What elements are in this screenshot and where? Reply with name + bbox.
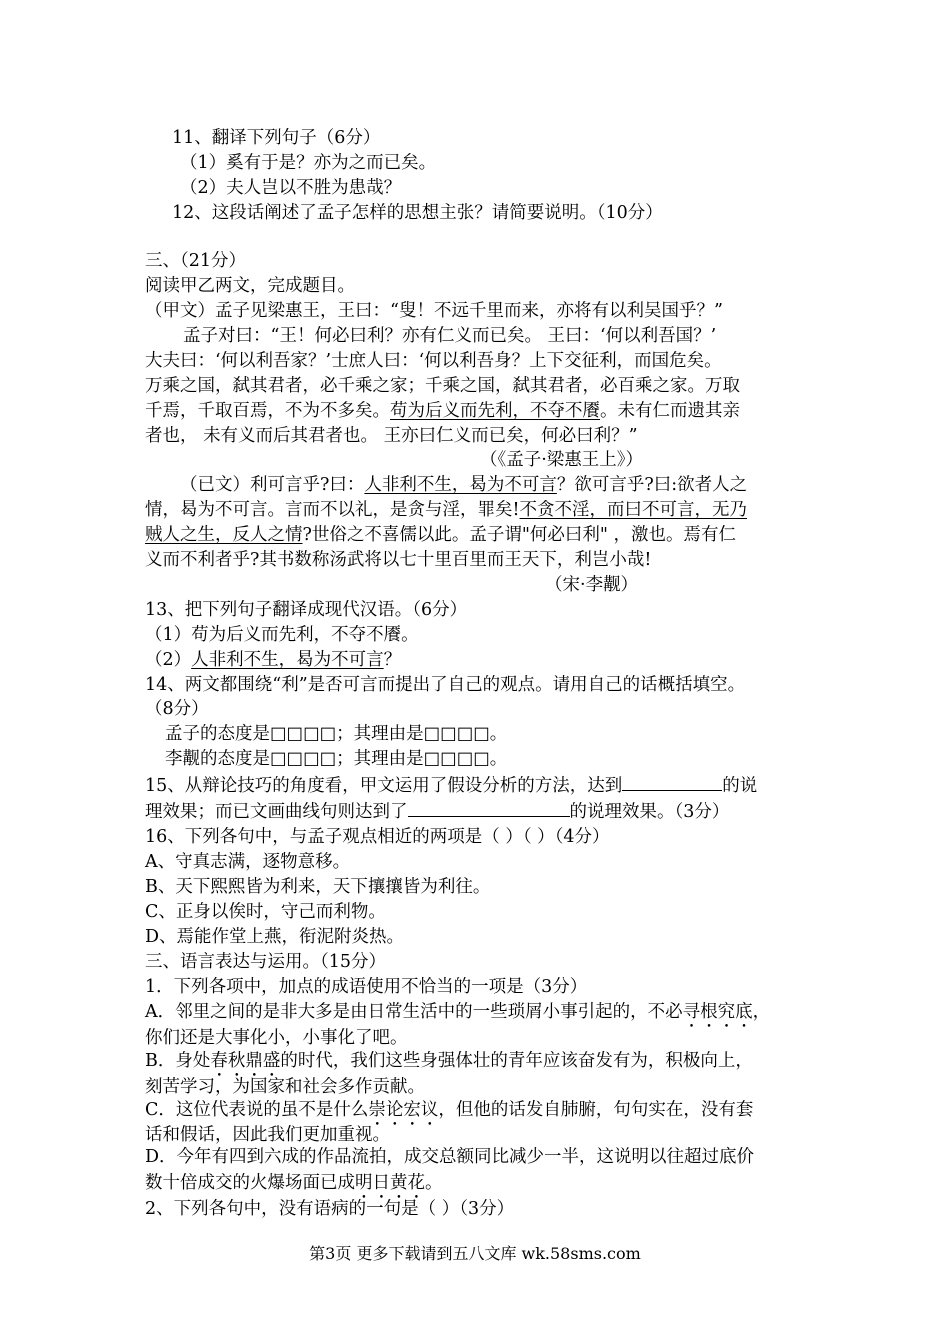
jia-line-1: （甲文）孟子见梁惠王，王曰：“叟！不远千里而来，亦将有以利吴国乎？” [145, 301, 723, 321]
yi-line-4: 义而不利者乎?其书数称汤武将以七十里百里而王天下，利岂小哉! [145, 550, 652, 570]
yi-line-2-start: 情，曷为不可言。言而不以礼，是贪与淫，罪矣! [145, 500, 520, 520]
q14-score: （8分） [145, 699, 209, 719]
lang-q1-c-line-2: 话和假话，因此我们更加重视。 [145, 1125, 390, 1145]
b-dotted-idiom: 春秋鼎盛 [210, 1051, 281, 1071]
yi-source: （宋·李觏） [545, 575, 639, 595]
q16-option-c: C、正身以俟时，守己而利物。 [145, 902, 386, 922]
language-section-heading: 三、语言表达与运用。（15分） [145, 952, 387, 972]
q15-part-a: 15、从辩论技巧的角度看，甲文运用了假设分析的方法，达到 [145, 776, 623, 796]
jia-underlined-sentence: 苟为后义而先利，不夺不餍 [390, 401, 600, 421]
yi-line-3-end: ?世俗之不喜儒以此。孟子谓"何必曰利" ，激也。焉有仁 [302, 525, 737, 545]
q15-answer-blank-1[interactable] [622, 772, 722, 791]
q13-s2-underlined: 人非利不生，曷为不可言 [191, 650, 384, 670]
a-start: A．邻里之间的是非大多是由日常生活中的一些琐屑小事引起的，不必 [145, 1002, 683, 1022]
q15-part-c: 理效果；而已文画曲线句则达到了 [145, 802, 408, 822]
q15-part-b: 的说 [722, 776, 758, 796]
q13-s2-end: ？ [383, 650, 402, 670]
yi-underlined-1: 人非利不生，曷为不可言 [364, 475, 557, 495]
jia-line-5-start: 千焉，千取百焉，不为不多矣。 [145, 401, 390, 421]
q11-sentence-2: （2）夫人岂以不胜为患哉？ [180, 178, 402, 198]
jia-line-2: 孟子对曰：“王！何必曰利？亦有仁义而已矣。 王曰：‘何以利吾国？’ [183, 326, 717, 346]
d-dotted-idiom: 明日黄花 [355, 1173, 425, 1193]
q11-title: 11、翻译下列句子（6分） [172, 128, 381, 148]
q15-answer-blank-2[interactable] [408, 798, 570, 817]
lang-q1-d-line-1: D．今年有四到六成的作品流拍，成交总额同比减少一半，这说明以往超过底价 [145, 1147, 755, 1167]
jia-line-6: 者也， 未有义而后其君者也。 王亦曰仁义而已矣，何必曰利？” [145, 426, 638, 446]
a-end: ， [752, 1002, 771, 1022]
jia-line-5 [145, 398, 740, 424]
q11-sentence-1: （1）奚有于是？亦为之而已矣。 [180, 153, 437, 173]
jia-line-5-end: 。未有仁而遗其亲 [600, 401, 740, 421]
c-start: C．这位代表说的虽不是什么 [145, 1100, 369, 1120]
q13-title: 13、把下列句子翻译成现代汉语。（6分） [145, 600, 468, 620]
jia-line-3: 大夫曰：‘何以利吾家？’士庶人曰：‘何以利吾身？上下交征利，而国危矣。 [145, 351, 722, 371]
yi-line-1 [180, 472, 747, 498]
lang-q1-b-line-2: 刻苦学习，为国家和社会多作贡献。 [145, 1077, 425, 1097]
section-3-heading: 三、（21分） [145, 251, 247, 271]
q13-sentence-1: （1）苟为后义而先利，不夺不餍。 [145, 625, 419, 645]
q16-option-b: B、天下熙熙皆为利来，天下攘攘皆为利往。 [145, 877, 491, 897]
q16-option-a: A、守真志满，逐物意移。 [145, 852, 351, 872]
q16-title: 16、下列各句中，与孟子观点相近的两项是（ ）（ ）（4分） [145, 827, 610, 847]
c-end: ，但他的话发自肺腑，句句实在，没有套 [438, 1100, 754, 1120]
lang-q1-title: 1．下列各项中，加点的成语使用不恰当的一项是（3分） [145, 977, 588, 997]
q12-title: 12、这段话阐述了孟子怎样的思想主张？请简要说明。（10分） [172, 203, 663, 223]
q14-mencius-blank: 孟子的态度是□□□□；其理由是□□□□。 [165, 724, 508, 744]
q14-ligou-blank: 李觏的态度是□□□□；其理由是□□□□。 [165, 749, 508, 769]
d-end: 。 [425, 1173, 443, 1193]
lang-q1-a-line-2: 你们还是大事化小，小事化了吧。 [145, 1028, 408, 1048]
yi-line-2 [145, 497, 747, 523]
section-3-instruction: 阅读甲乙两文，完成题目。 [145, 276, 355, 296]
q15-line-2 [145, 798, 729, 825]
q13-sentence-2 [145, 647, 401, 673]
yi-line-3 [145, 522, 736, 548]
a-dotted-idiom: 寻根究底 [682, 1002, 753, 1022]
d-start: 数十倍成交的火爆场面已成 [145, 1173, 355, 1193]
yi-line-1-start: （已文）利可言乎?曰： [180, 475, 365, 495]
yi-underlined-3: 贼人之生，反人之情 [145, 525, 303, 545]
yi-underlined-2: 不贪不淫，而曰不可言，无乃 [519, 500, 748, 520]
yi-line-1-end: ？欲可言乎?曰:欲者人之 [556, 475, 748, 495]
jia-source: （《孟子·梁惠王上》） [480, 450, 644, 470]
b-start: B．身处 [145, 1051, 211, 1071]
q14-title: 14、两文都围绕“利”是否可言而提出了自己的观点。请用自己的话概括填空。 [145, 675, 746, 695]
q13-s2-number: （2） [145, 650, 192, 670]
lang-q2-title: 2、下列各句中，没有语病的一句是（ ）（3分） [145, 1199, 515, 1219]
b-end: 的时代，我们这些身强体壮的青年应该奋发有为，积极向上， [280, 1051, 753, 1071]
q16-option-d: D、焉能作堂上燕，衔泥附炎热。 [145, 927, 405, 947]
page-footer: 第3页 更多下载请到五八文库 wk.58sms.com [309, 1244, 641, 1263]
q15-line-1 [145, 772, 757, 799]
jia-line-4: 万乘之国，弑其君者，必千乘之家；千乘之国，弑其君者，必百乘之家。万取 [145, 376, 740, 396]
c-dotted-idiom: 崇论宏议 [368, 1100, 439, 1120]
q15-part-d: 的说理效果。（3分） [569, 802, 730, 822]
